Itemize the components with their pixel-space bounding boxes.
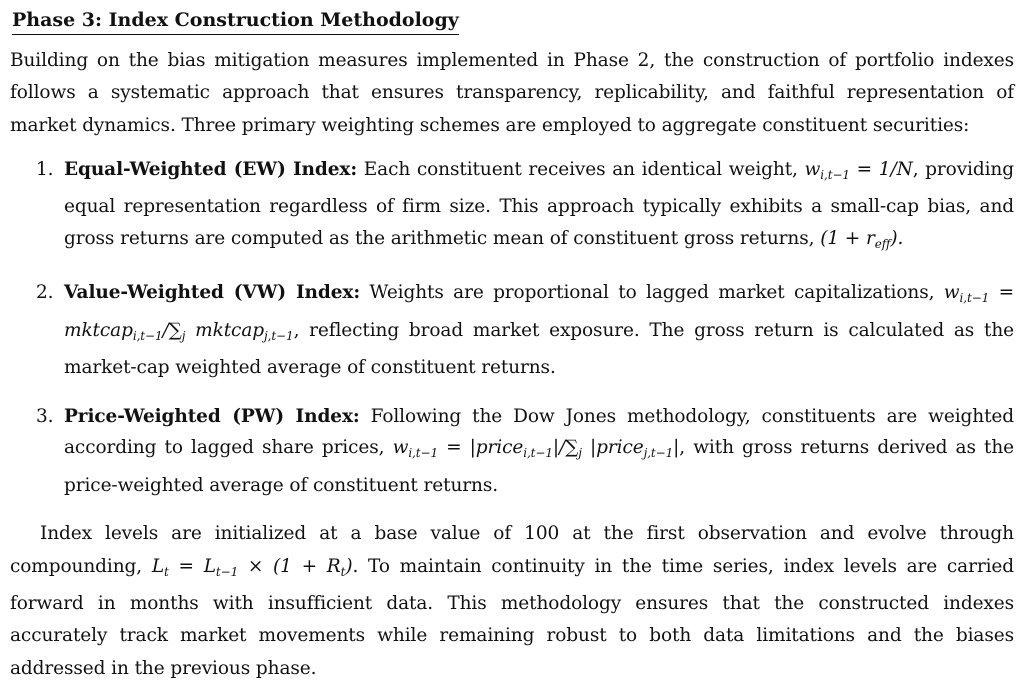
closing-text: . To maintain continuity in the time series, index levels are carried forward in months with insufficient data. This methodology ensures that the constructed indexes accurately track market movements while remaining robust to both data limitations and the biases addressed in the previous phase. (10, 555, 1014, 679)
math-symbol: ). (890, 227, 904, 249)
math-symbol: /∑ (162, 319, 182, 341)
closing-text: Index levels are initialized at a base value of 100 at the first observation and evolve through compounding, (10, 523, 1014, 577)
list-item-equal-weighted (10, 154, 1014, 261)
math-symbol: ) (345, 555, 353, 577)
math-symbol: = |price (437, 437, 524, 459)
math-symbol: L (151, 555, 165, 577)
math-symbol: (1 + r (820, 227, 875, 249)
list-item-price-weighted (10, 401, 1014, 502)
list-item-title: Value-Weighted (VW) Index: (64, 282, 361, 304)
math-symbol: | (673, 437, 680, 459)
math-subscript: j (181, 328, 186, 343)
section-heading: Phase 3: Index Construction Methodology (12, 6, 459, 35)
math-subscript: i,t−1 (959, 291, 990, 306)
math-subscript: i,t−1 (820, 167, 850, 182)
math-subscript: i,t−1 (523, 446, 553, 461)
list-item-number: 1. (36, 158, 54, 180)
math-symbol: w (392, 437, 409, 459)
math-subscript: j,t−1 (643, 446, 674, 461)
math-symbol: w (804, 158, 821, 180)
math-subscript: i,t−1 (132, 328, 163, 343)
list-item-text: Each constituent receives an identical weight, (357, 158, 805, 180)
math-subscript: t−1 (215, 564, 239, 579)
math-subscript: eff (874, 236, 891, 251)
math-subscript: t (340, 564, 346, 579)
weighting-schemes-list (10, 154, 1014, 502)
math-subscript: i,t−1 (408, 446, 438, 461)
math-expression (805, 159, 913, 180)
list-item-value-weighted (10, 277, 1014, 384)
math-symbol: = 1/N (849, 158, 913, 180)
list-item-text: Following the Dow Jones methodology, constituents are weighted according to lagged share prices, (64, 405, 1014, 459)
list-item-number: 2. (36, 282, 54, 304)
math-symbol: = mktcap (64, 282, 1014, 341)
math-expression (820, 228, 903, 249)
math-subscript: t (164, 564, 169, 579)
math-subscript: j (578, 446, 582, 461)
list-item-text: , reflecting broad market exposure. The gross return is calculated as the market-cap weighted average of constituent returns. (64, 319, 1014, 379)
math-expression (392, 437, 680, 461)
list-item-text: , providing equal representation regardless of firm size. This approach typically exhibits a small-cap bias, and gross returns are computed as the arithmetic mean of constituent gross returns, (64, 158, 1014, 249)
math-symbol: |price (581, 437, 644, 459)
math-symbol: w (943, 282, 960, 304)
math-symbol: |/∑ (552, 437, 579, 459)
list-item-text: , with gross returns derived as the price-weighted average of constituent returns. (64, 437, 1015, 496)
intro-paragraph: Building on the bias mitigation measures implemented in Phase 2, the construction of portfolio indexes follows a systematic approach that ensures transparency, replicability, and faithful representation of market dynamics. Three primary weighting schemes are employed to aggregate constituent securities: (10, 50, 1014, 136)
closing-paragraph (10, 518, 1014, 684)
list-item-title: Equal-Weighted (EW) Index: (64, 158, 358, 180)
math-symbol: mktcap (185, 319, 264, 341)
math-expression (152, 556, 353, 577)
list-item-number: 3. (36, 405, 54, 427)
list-item-title: Price-Weighted (PW) Index: (64, 405, 360, 427)
math-symbol: = L (168, 555, 216, 577)
math-symbol: × (1 + R (238, 555, 341, 577)
list-item-text: Weights are proportional to lagged market capitalizations, (360, 282, 944, 304)
math-subscript: j,t−1 (264, 328, 294, 343)
